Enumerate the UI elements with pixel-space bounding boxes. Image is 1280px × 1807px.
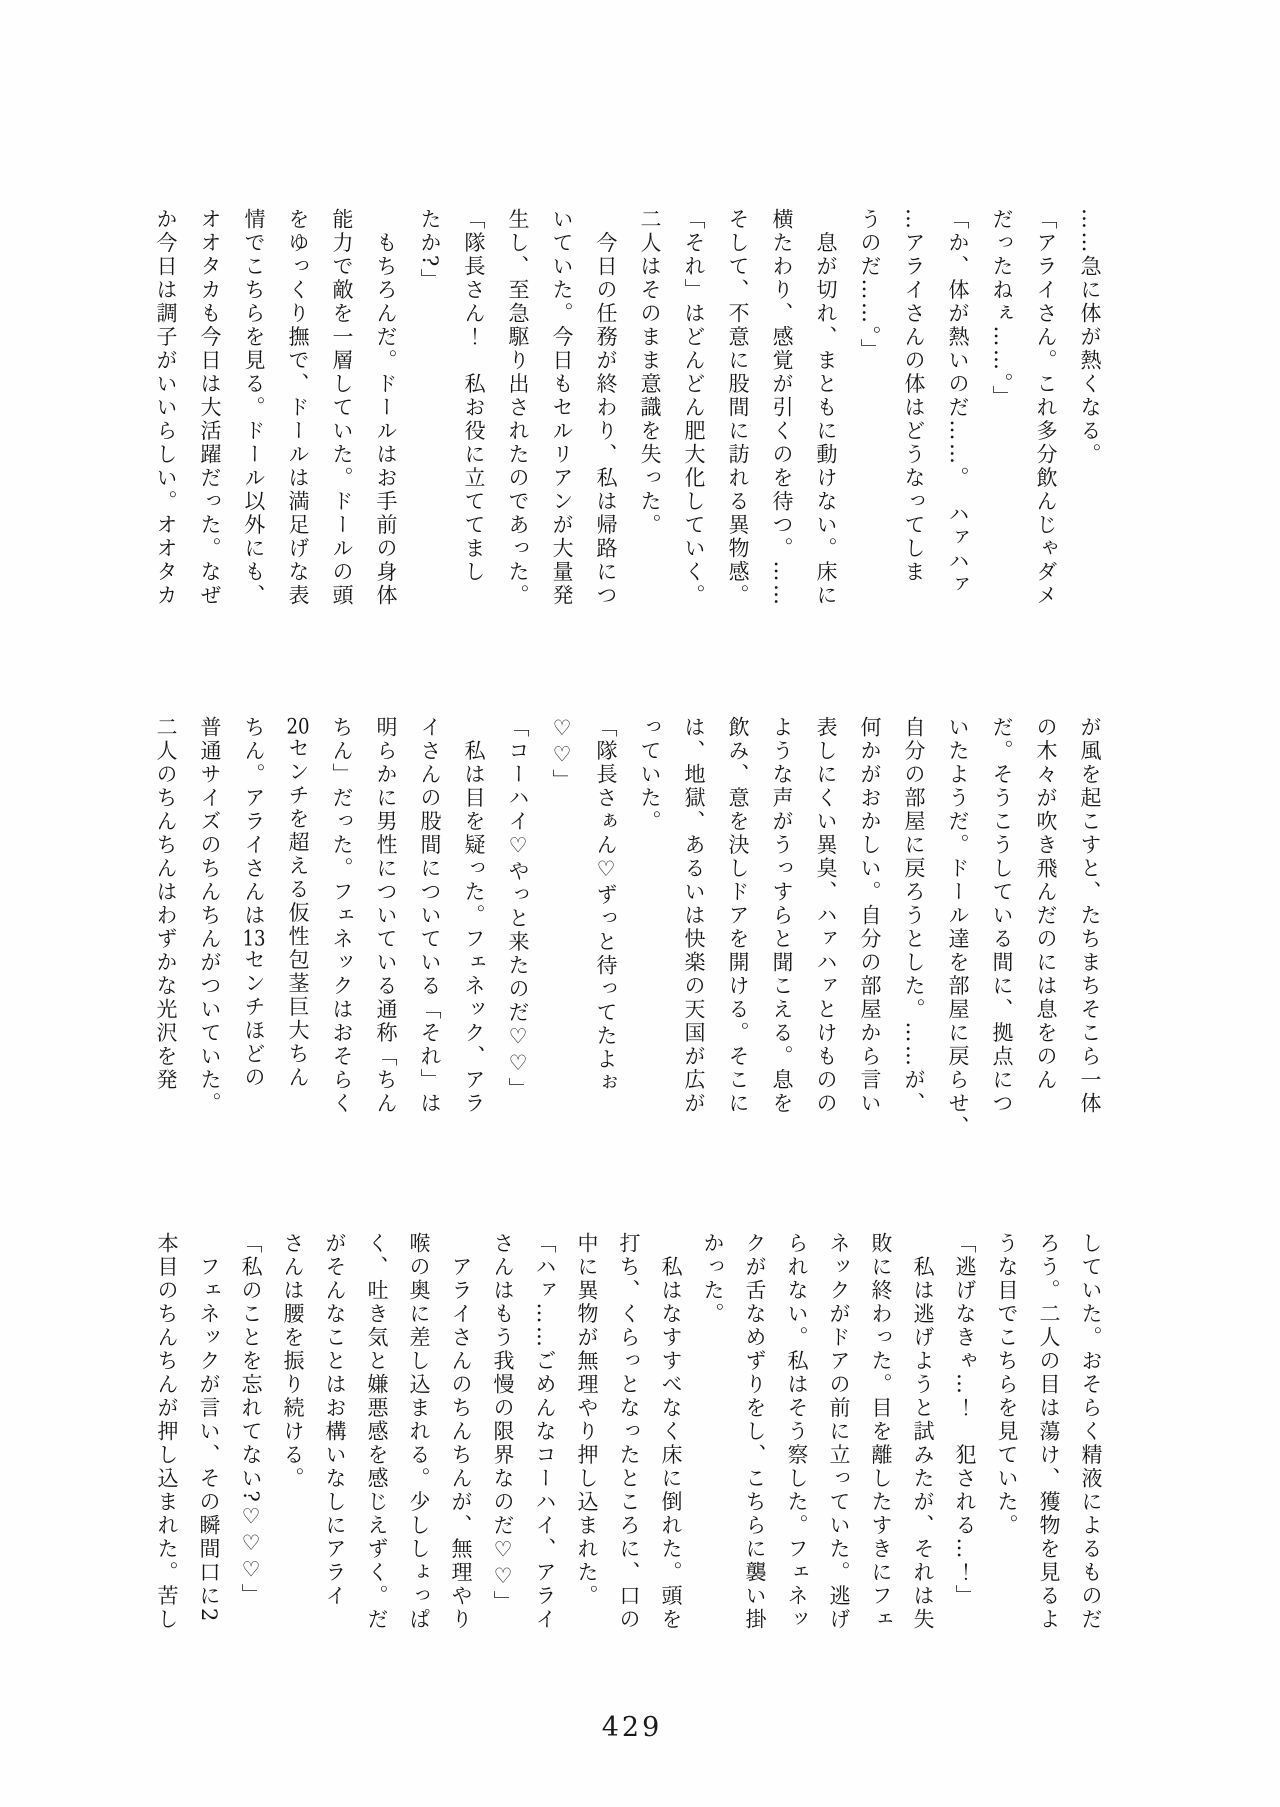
text-column: さんは腰を振り続ける。	[281, 1232, 305, 1491]
text-column: 「コーハイ♡やっと来たのだ♡♡」	[506, 716, 530, 1101]
text-column: 能力で敵を一層していた。ドールの頭	[330, 208, 354, 608]
text-block-top	[144, 208, 1112, 638]
text-column: 「私のことを忘れてない?♡♡♡」	[239, 1232, 263, 1608]
text-column: 「隊長さぁん♡ずっと待ってたよぉ	[594, 716, 618, 1095]
text-column: うのだ……。」	[858, 208, 882, 362]
text-column: 中に異物が無理やり押し込まれた。	[575, 1232, 599, 1608]
text-column: オオタカも今日は大活躍だった。なぜ	[198, 208, 222, 608]
text-column: いていた。今日もセルリアンが大量発	[550, 208, 574, 608]
text-column: 喉の奥に差し込まれる。少ししょっぱ	[407, 1232, 431, 1632]
text-column: 「ハァ……ごめんなコーハイ、アライ	[533, 1232, 557, 1632]
text-column: 表しにくい異臭、ハァハァとけものの	[814, 716, 838, 1116]
text-column: 私は目を疑った。フェネック、アラ	[462, 716, 486, 1116]
text-column: …アライさんの体はどうなってしま	[902, 208, 926, 584]
text-column: かった。	[701, 1232, 725, 1326]
text-column: 本目のちんちんが押し込まれた。苦し	[155, 1232, 179, 1632]
text-column: 20センチを超える仮性包茎巨大ちん	[286, 716, 310, 1090]
text-column: く、吐き気と嫌悪感を感じえずく。だ	[365, 1232, 389, 1632]
text-column: イさんの股間についている「それ」は	[418, 716, 442, 1116]
text-column: ……急に体が熱くなる。	[1078, 208, 1102, 467]
text-column: いたようだ。ドール達を部屋に戻らせ、	[946, 716, 970, 1139]
text-column: ちん。アライさんは13センチほどの	[242, 716, 266, 1090]
text-column: 何かがおかしい。自分の部屋から言い	[858, 716, 882, 1116]
text-column: 敗に終わった。目を離したすきにフェ	[869, 1232, 893, 1632]
text-column: 「か、体が熱いのだ……。 ハァハァ	[946, 208, 970, 597]
text-column: ろう。二人の目は蕩け、獲物を見るよ	[1037, 1232, 1061, 1632]
text-column: だったねぇ……。」	[990, 208, 1014, 409]
text-column: うな目でこちらを見ていた。	[995, 1232, 1019, 1538]
text-column: さんはもう我慢の限界なのだ♡♡」	[491, 1232, 515, 1614]
text-block-middle	[144, 716, 1112, 1146]
text-column: 自分の部屋に戻ろうとした。……が、	[902, 716, 926, 1116]
text-column: 私はなすすべなく床に倒れた。頭を	[659, 1232, 683, 1632]
text-column: 生し、至急駆り出されたのであった。	[506, 208, 530, 608]
text-column: ちん」だった。フェネックはおそらく	[330, 716, 354, 1116]
text-column: ネックがドアの前に立っていた。逃げ	[827, 1232, 851, 1632]
text-column: が風を起こすと、たちまちそこら一体	[1078, 716, 1102, 1116]
text-column: 「隊長さん！ 私お役に立ててまし	[462, 208, 486, 584]
text-column: られない。私はそう察した。フェネッ	[785, 1232, 809, 1632]
text-column: ような声がうっすらと聞こえる。息を	[770, 716, 794, 1116]
tatechuyoko-number: 13	[242, 927, 266, 949]
text-column: 明らかに男性についている通称「ちん	[374, 716, 398, 1116]
text-column: ♡♡」	[550, 716, 574, 793]
text-column: 息が切れ、まともに動けない。床に	[814, 208, 838, 608]
text-column: 打ち、くらっとなったところに、口の	[617, 1232, 641, 1632]
text-column: もちろんだ。ドールはお手前の身体	[374, 208, 398, 608]
text-column: 情でこちらを見る。ドール以外にも、	[242, 208, 266, 608]
text-column: 今日の任務が終わり、私は帰路につ	[594, 208, 618, 608]
text-column: そして、不意に股間に訪れる異物感。	[726, 208, 750, 608]
text-column: がそんなことはお構いなしにアライ	[323, 1232, 347, 1608]
text-column: 「逃げなきゃ…！ 犯される…！」	[953, 1232, 977, 1608]
text-column: 飲み、意を決しドアを開ける。そこに	[726, 716, 750, 1116]
page-number: 429	[601, 1712, 663, 1743]
tatechuyoko-number: 20	[286, 716, 310, 737]
text-column: していた。おそらく精液によるものだ	[1079, 1232, 1103, 1632]
text-column: 「それ」はどんどん肥大化していく。	[682, 208, 706, 608]
text-column: 横たわり、感覚が引くのを待つ。……	[770, 208, 794, 608]
text-column: だ。そうこうしている間に、拠点につ	[990, 716, 1014, 1116]
text-column: か今日は調子がいいらしい。オオタカ	[154, 208, 178, 608]
text-block-bottom	[146, 1232, 1112, 1662]
text-column: 「アライさん。これ多分飲んじゃダメ	[1034, 208, 1058, 608]
text-column: は、地獄、あるいは快楽の天国が広が	[682, 716, 706, 1116]
text-column: 普通サイズのちんちんがついていた。	[198, 716, 222, 1116]
text-column: っていた。	[638, 716, 662, 834]
text-column: の木々が吹き飛んだのには息をのん	[1034, 716, 1058, 1092]
text-column: をゆっくり撫で、ドールは満足げな表	[286, 208, 310, 608]
text-column: たか?」	[418, 208, 442, 293]
text-column: アライさんのちんちんが、無理やり	[449, 1232, 473, 1632]
text-column: 私は逃げようと試みたが、それは失	[911, 1232, 935, 1632]
text-column: フェネックが言い、その瞬間口に2	[197, 1232, 221, 1624]
text-column: 二人はそのまま意識を失った。	[638, 208, 662, 537]
text-column: 二人のちんちんはわずかな光沢を発	[154, 716, 178, 1092]
text-column: クが舌なめずりをし、こちらに襲い掛	[743, 1232, 767, 1632]
